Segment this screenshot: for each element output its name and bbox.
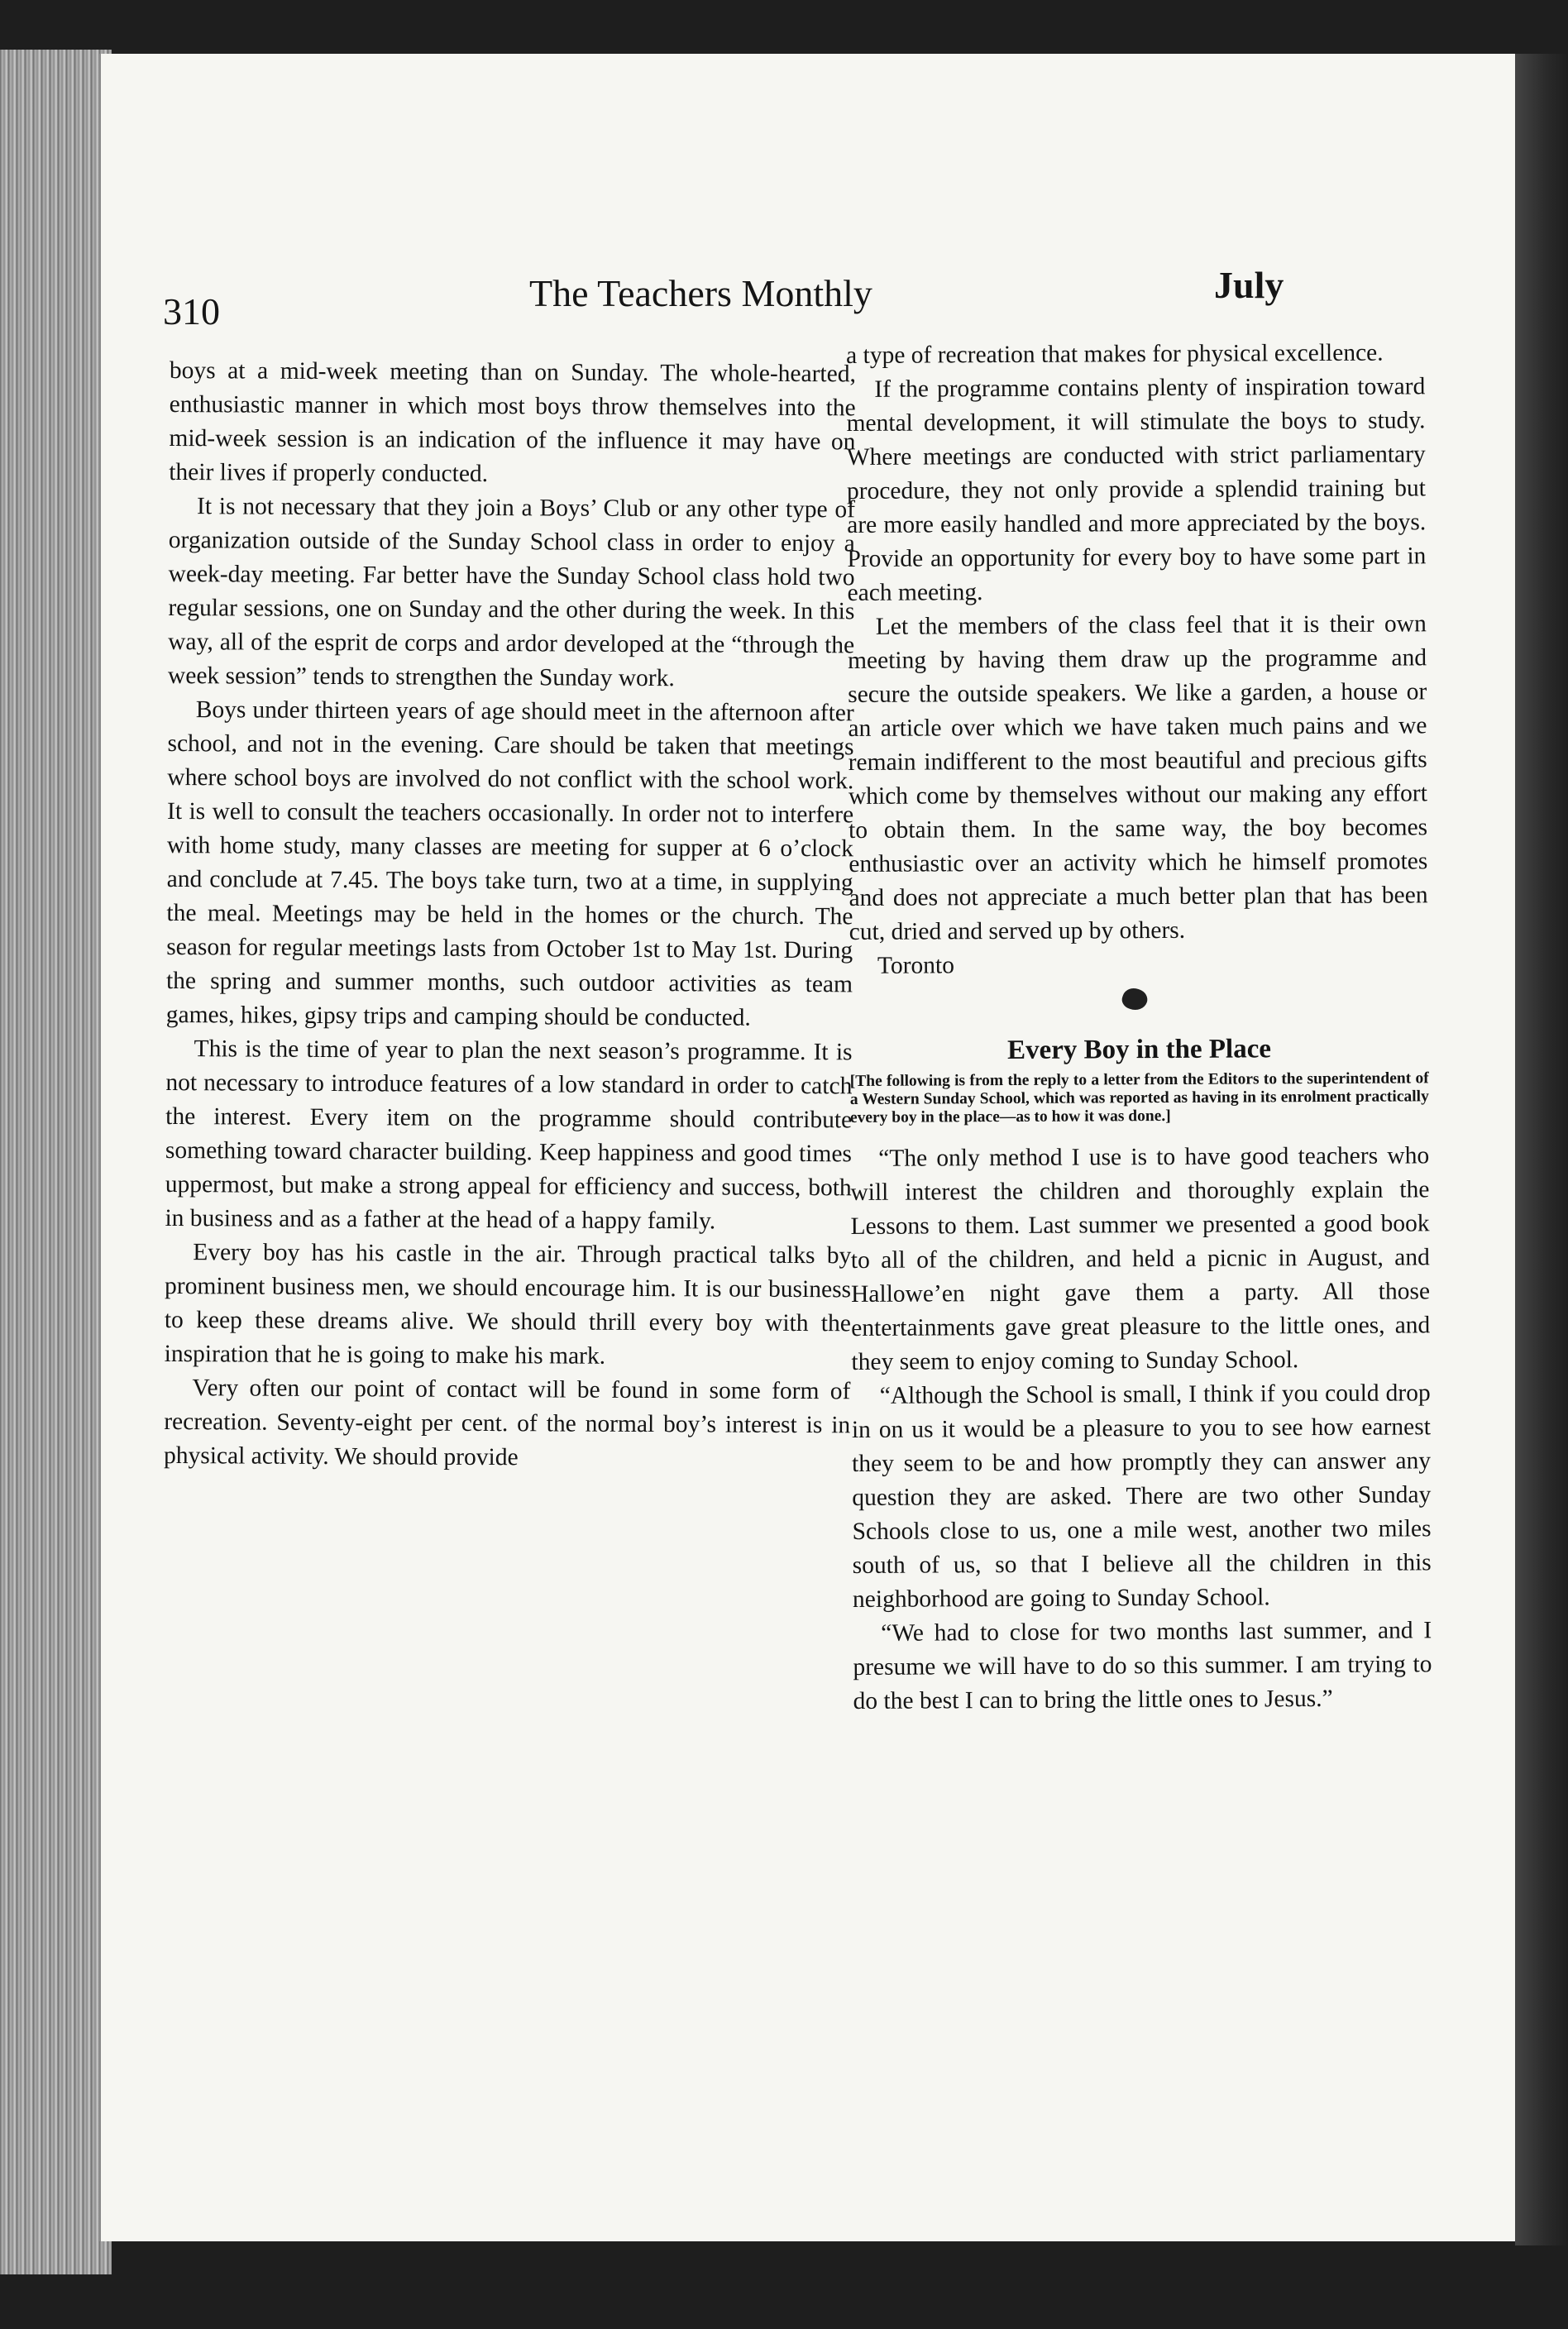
letter-paragraph: “Although the School is small, I think if you could drop in on us it would be a pleasure to you to see how earnest they seem to be and how promptly they can answer any question they are asked. There are two other Sunday Schools close to us, one a mile west, another two miles south of us, so that I believe all the children in this neighborhood are going to Sunday School.	[851, 1380, 1432, 1613]
journal-title: The Teachers Monthly	[529, 272, 872, 314]
left-column	[164, 354, 856, 1476]
signature: Toronto	[877, 952, 955, 979]
paragraph: Every boy has his castle in the air. Through practical talks by prominent business men, we should encourage him. It is our business to keep these dreams alive. We should thrill every boy with the inspiration that he is going to make his mark.	[164, 1239, 852, 1370]
paragraph: This is the time of year to plan the next season’s programme. It is not necessary to introduce features of a low standard in order to catch the interest. Every item on the programme should contribute something toward character building. Keep happiness and good times uppermost, but make a strong appeal for efficiency and success, both in business and as a father at the head of a happy family.	[165, 1035, 853, 1235]
editor-note: [The following is from the reply to a letter from the Editors to the superintendent of a Western Sunday School, which was reported as having in its enrolment practically every boy in the place—as to how it was done.]	[849, 1069, 1429, 1126]
paragraph: It is not necessary that they join a Boys’ Club or any other type of organization outside of the Sunday School class in order to enjoy a week-day meeting. Far better have the Sunday School class hold two regular sessions, one on Sunday and the other during the week. In this way, all of the esprit de corps and ardor developed at the “through the week session” tends to strengthen the Sunday work.	[167, 493, 856, 692]
letter-paragraph: “We had to close for two months last summer, and I presume we will have to do so this summer. I am trying to do the best I can to bring the little ones to Jesus.”	[853, 1617, 1432, 1714]
paragraph: Let the members of the class feel that it is their own meeting by having them draw up the programme and secure the outside speakers. We like a garden, a house or an article over which we have taken much pains and we remain indifferent to the most beautiful and precious gifts which come by themselves without our making any effort to obtain them. In the same way, the boy becomes enthusiastic over an activity which he himself promotes and does not appreciate a much better plan that has been cut, dried and served up by others.	[847, 610, 1428, 945]
section-title: Every Boy in the Place	[1006, 1034, 1272, 1065]
running-head	[0, 263, 1568, 332]
paragraph: boys at a mid-week meeting than on Sunday. The whole-hearted, enthusiastic manner in which most boys throw themselves into the mid-week session is an indication of the influence it may have on their lives if properly conducted.	[169, 356, 856, 488]
issue-month: July	[1214, 264, 1284, 306]
paragraph: Very often our point of contact will be found in some form of recreation. Seventy-eight per cent. of the normal boy’s interest is in physical activity. We should provide	[163, 1375, 851, 1471]
printer-ornament-icon	[1120, 985, 1150, 1014]
letter-paragraph: “The only method I use is to have good teachers who will interest the children and thoroughly explain the Lessons to them. Last summer we presented a good book to all of the children, and held a picnic in August, and Hallowe’en night gave them a party. All those entertainments gave great pleasure to the little ones, and they seem to enjoy coming to Sunday School.	[850, 1142, 1431, 1375]
right-column	[846, 336, 1432, 1719]
book-page-edges	[0, 50, 112, 2274]
page-gutter-shadow	[1515, 54, 1568, 2245]
page-number: 310	[163, 290, 220, 332]
paragraph: If the programme contains plenty of inspiration toward mental development, it will stimulate the boys to study. Where meetings are conducted with strict parliamentary procedure, they not only provide a splendid training but are more easily handled and more appreciated by the boys. Provide an opportunity for every boy to have some part in each meeting.	[846, 373, 1427, 606]
paragraph: Boys under thirteen years of age should meet in the afternoon after school, and not in the evening. Care should be taken that meetings where school boys are involved do not conflict with the school work. It is well to consult the teachers occasionally. In order not to interfere with home study, many classes are meeting for supper at 6 o’clock and conclude at 7.45. The boys take turn, two at a time, in supplying the meal. Meetings may be held in the homes or the church. The season for regular meetings lasts from October 1st to May 1st. During the spring and summer months, such outdoor activities as team games, hikes, gipsy trips and camping should be conducted.	[165, 696, 854, 1031]
paragraph: a type of recreation that makes for physical excellence.	[846, 339, 1384, 369]
